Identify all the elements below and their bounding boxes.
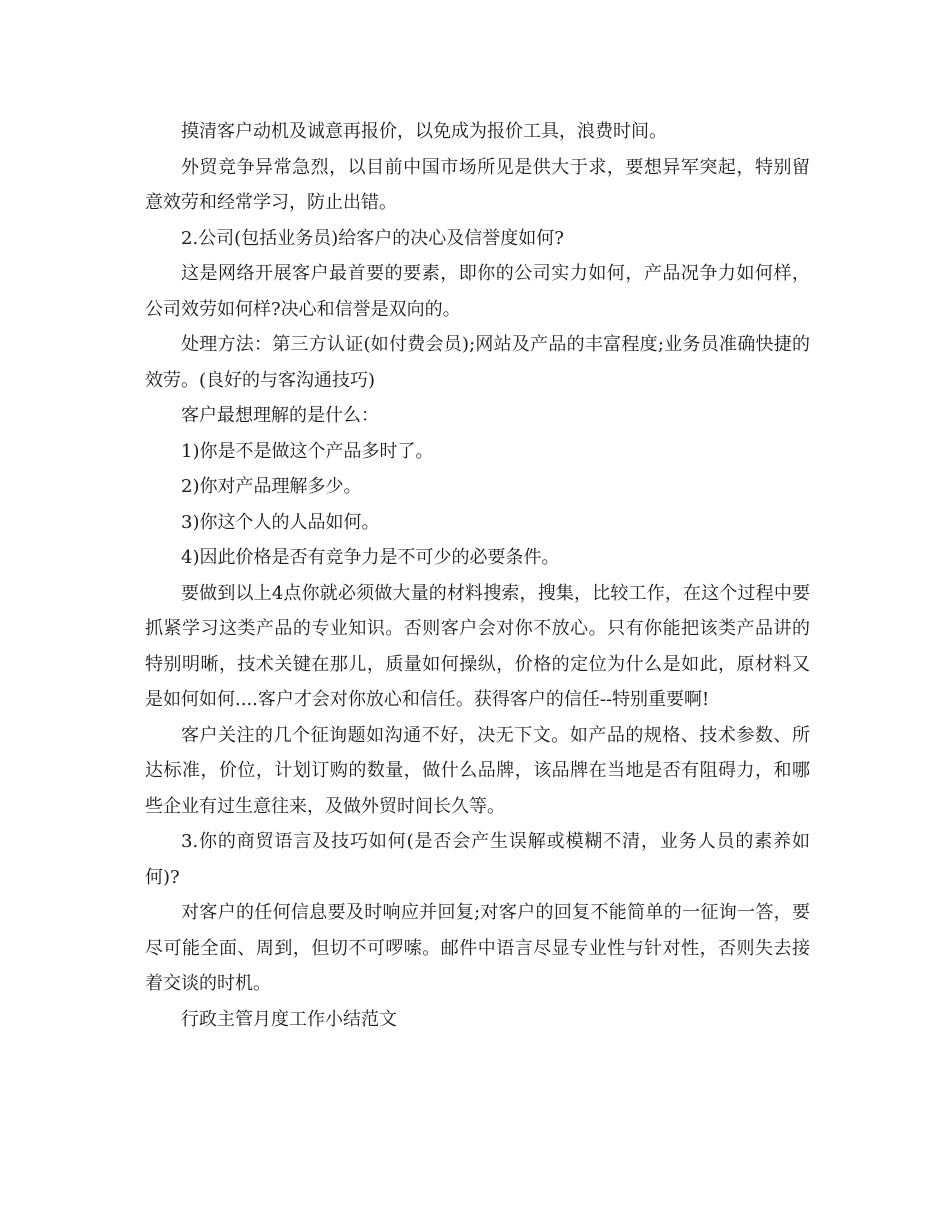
- paragraph-4: 处理方法：第三方认证(如付费会员);网站及产品的丰富程度;业务员准确快捷的效劳。(良好的与客沟通技巧): [145, 334, 810, 391]
- paragraph-1: 摸清客户动机及诚意再报价，以免成为报价工具，浪费时间。: [181, 121, 667, 142]
- paragraph-5: 客户最想理解的是什么：: [181, 405, 379, 426]
- paragraph-7: 客户关注的几个征询题如沟通不好，决无下文。如产品的规格、技术参数、所达标准，价位，计划订购的数量，做什么品牌，该品牌在当地是否有阻碍力，和哪些企业有过生意往来，及做外贸时间长久等。: [145, 724, 810, 817]
- next-document-title: 行政主管月度工作小结范文: [181, 1008, 397, 1030]
- list-item-1: 1)你是不是做这个产品多时了。: [181, 440, 434, 462]
- section-heading-2: 2.公司(包括业务员)给客户的决心及信誉度如何?: [181, 227, 564, 249]
- list-item-3: 3)你这个人的人品如何。: [181, 511, 380, 533]
- list-item-2: 2)你对产品理解多少。: [181, 476, 362, 497]
- paragraph-2: 外贸竞争异常急烈，以目前中国市场所见是供大于求，要想异军突起，特别留意效劳和经常学习，防止出错。: [145, 156, 810, 213]
- document-body: [145, 114, 810, 1037]
- paragraph-6: 要做到以上4点你就必须做大量的材料搜索，搜集，比较工作，在这个过程中要抓紧学习这类产品的专业知识。否则客户会对你不放心。只有你能把该类产品讲的特别明晰，技术关键在那儿，质量如何操纵，价格的定位为什么是如此，原材料又是如何如何....客户才会对你放心和信任。获得客户的信任--特别重要啊!: [145, 582, 810, 710]
- paragraph-3: 这是网络开展客户最首要的要素，即你的公司实力如何，产品况争力如何样，公司效劳如何样?决心和信誉是双向的。: [145, 263, 810, 320]
- list-item-4: 4)因此价格是否有竞争力是不可少的必要条件。: [181, 547, 560, 568]
- section-heading-3: 3.你的商贸语言及技巧如何(是否会产生误解或模糊不清，业务人员的素养如何)?: [145, 831, 810, 888]
- paragraph-8: 对客户的任何信息要及时响应并回复;对客户的回复不能简单的一征询一答，要尽可能全面、周到，但切不可啰嗦。邮件中语言尽显专业性与针对性，否则失去接着交谈的时机。: [145, 902, 810, 994]
